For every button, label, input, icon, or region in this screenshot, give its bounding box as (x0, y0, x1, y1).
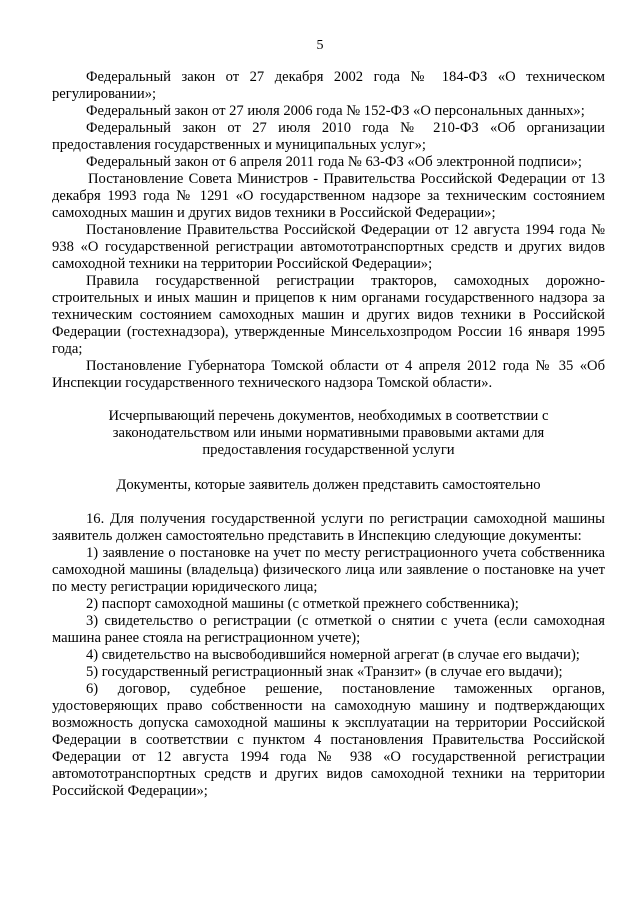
list-item: 5) государственный регистрационный знак «Транзит» (в случае его выдачи); (86, 664, 563, 680)
law-item: Постановление Правительства Российской Федерации от 12 августа 1994 года № 938 «О государственной регистрации автомототранспортных средств и других видов самоходной техники на территории Российской Федерации»; (52, 222, 605, 272)
law-item: Постановление Губернатора Томской области от 4 апреля 2012 года № 35 «Об Инспекции государственного технического надзора Томской области». (52, 358, 605, 391)
law-item: Федеральный закон от 27 декабря 2002 года № 184-ФЗ «О техническом регулировании»; (52, 69, 605, 102)
law-item: Правила государственной регистрации тракторов, самоходных дорожно-строительных и иных машин и прицепов к ним органами государственного надзора за техническим состоянием самоходных машин и других видов техники в Российской Федерации (гостехнадзора), утвержденные Минсельхозпродом России 16 января 1995 года; (52, 273, 605, 357)
list-item: 6) договор, судебное решение, постановление таможенных органов, удостоверяющих право собственности на самоходную машину и подтверждающих возможность допуска самоходной машины к эксплуатации на территории Российской Федерации в соответствии с пунктом 4 постановления Правительства Российской Федерации от 12 августа 1994 года № 938 «О государственной регистрации автомототранспортных средств и других видов самоходной техники на территории Российской Федерации»; (52, 681, 605, 799)
list-item: 1) заявление о постановке на учет по месту регистрационного учета собственника самоходной машины (владельца) физического лица или заявление о постановке на учет по месту регистрации юридического лица; (52, 545, 605, 595)
section-heading: Исчерпывающий перечень документов, необходимых в соответствии с законодательством или иными нормативными правовыми актами для предоставления государственной услуги (108, 408, 549, 458)
law-item: Постановление Совета Министров - Правительства Российской Федерации от 13 декабря 1993 года № 1291 «О государственном надзоре за техническим состоянием самоходных машин и других видов техники в Российской Федерации»; (52, 171, 605, 221)
law-item: Федеральный закон от 27 июля 2006 года № 152-ФЗ «О персональных данных»; (86, 103, 585, 119)
list-item: 3) свидетельство о регистрации (с отметкой о снятии с учета (если самоходная машина ранее стояла на регистрационном учете); (52, 613, 605, 646)
law-item: Федеральный закон от 6 апреля 2011 года № 63-ФЗ «Об электронной подписи»; (86, 154, 582, 170)
subheading: Документы, которые заявитель должен представить самостоятельно (116, 477, 541, 493)
page-number: 5 (316, 38, 324, 53)
document-body (52, 69, 605, 800)
law-item: Федеральный закон от 27 июля 2010 года № 210-ФЗ «Об организации предоставления государственных и муниципальных услуг»; (52, 120, 605, 153)
list-item: 4) свидетельство на высвободившийся номерной агрегат (в случае его выдачи); (86, 647, 580, 663)
list-item: 2) паспорт самоходной машины (с отметкой прежнего собственника); (86, 596, 519, 612)
clause-16: 16. Для получения государственной услуги по регистрации самоходной машины заявитель должен самостоятельно представить в Инспекцию следующие документы: (52, 511, 605, 544)
